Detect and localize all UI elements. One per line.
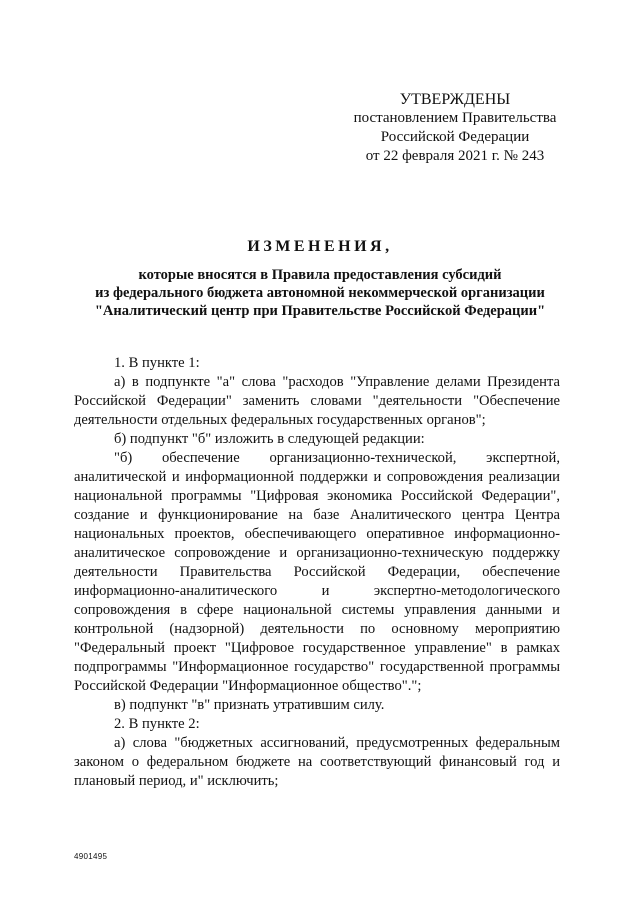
document-title: ИЗМЕНЕНИЯ, xyxy=(247,238,393,255)
paragraph: в) подпункт "в" признать утратившим силу. xyxy=(114,697,385,713)
document-subtitle-line-3: "Аналитический центр при Правительстве Российской Федерации" xyxy=(94,303,546,319)
approval-line-3: от 22 февраля 2021 г. № 243 xyxy=(365,148,545,164)
approval-line-1: постановлением Правительства xyxy=(353,110,557,126)
document-heading xyxy=(60,238,580,320)
paragraph: а) слова "бюджетных ассигнований, предусмотренных федеральным законом о федеральном бюджете на соответствующий финансовый год и плановый период, и" исключить; xyxy=(74,735,560,789)
document-subtitle-line-1: которые вносятся в Правила предоставления субсидий xyxy=(138,267,502,283)
document-subtitle-line-2: из федерального бюджета автономной некоммерческой организации xyxy=(95,285,545,301)
paragraph: 2. В пункте 2: xyxy=(114,716,200,732)
paragraph: б) подпункт "б" изложить в следующей редакции: xyxy=(114,431,425,447)
paragraph: 1. В пункте 1: xyxy=(114,355,200,371)
paragraph: "б) обеспечение организационно-технической, экспертной, аналитической и информационной поддержки и сопровождения реализации национальной программы "Цифровая экономика Российской Федерации", создание и функционирование на базе Аналитического центра Центра национальных проектов, обеспечивающего оперативное информационно-аналитическое сопровождение и организационно-техническую поддержку деятельности Правительства Российской Федерации, обеспечение информационно-аналитического и экспертно-методологического сопровождения в сфере национальной системы управления данными и контрольной (надзорной) деятельности по основному мероприятию "Федеральный проект "Цифровое государственное управление" в рамках подпрограммы "Информационное государство" государственной программы Российской Федерации "Информационное общество"."; xyxy=(74,450,560,694)
approval-title: УТВЕРЖДЕНЫ xyxy=(399,91,511,108)
approval-block xyxy=(330,90,580,166)
document-code: 4901495 xyxy=(74,852,108,861)
approval-line-2: Российской Федерации xyxy=(380,129,530,145)
document-body xyxy=(74,354,560,791)
paragraph: а) в подпункте "а" слова "расходов "Управление делами Президента Российской Федерации" заменить словами "деятельности "Обеспечение деятельности отдельных федеральных государственных органов"; xyxy=(74,374,560,428)
